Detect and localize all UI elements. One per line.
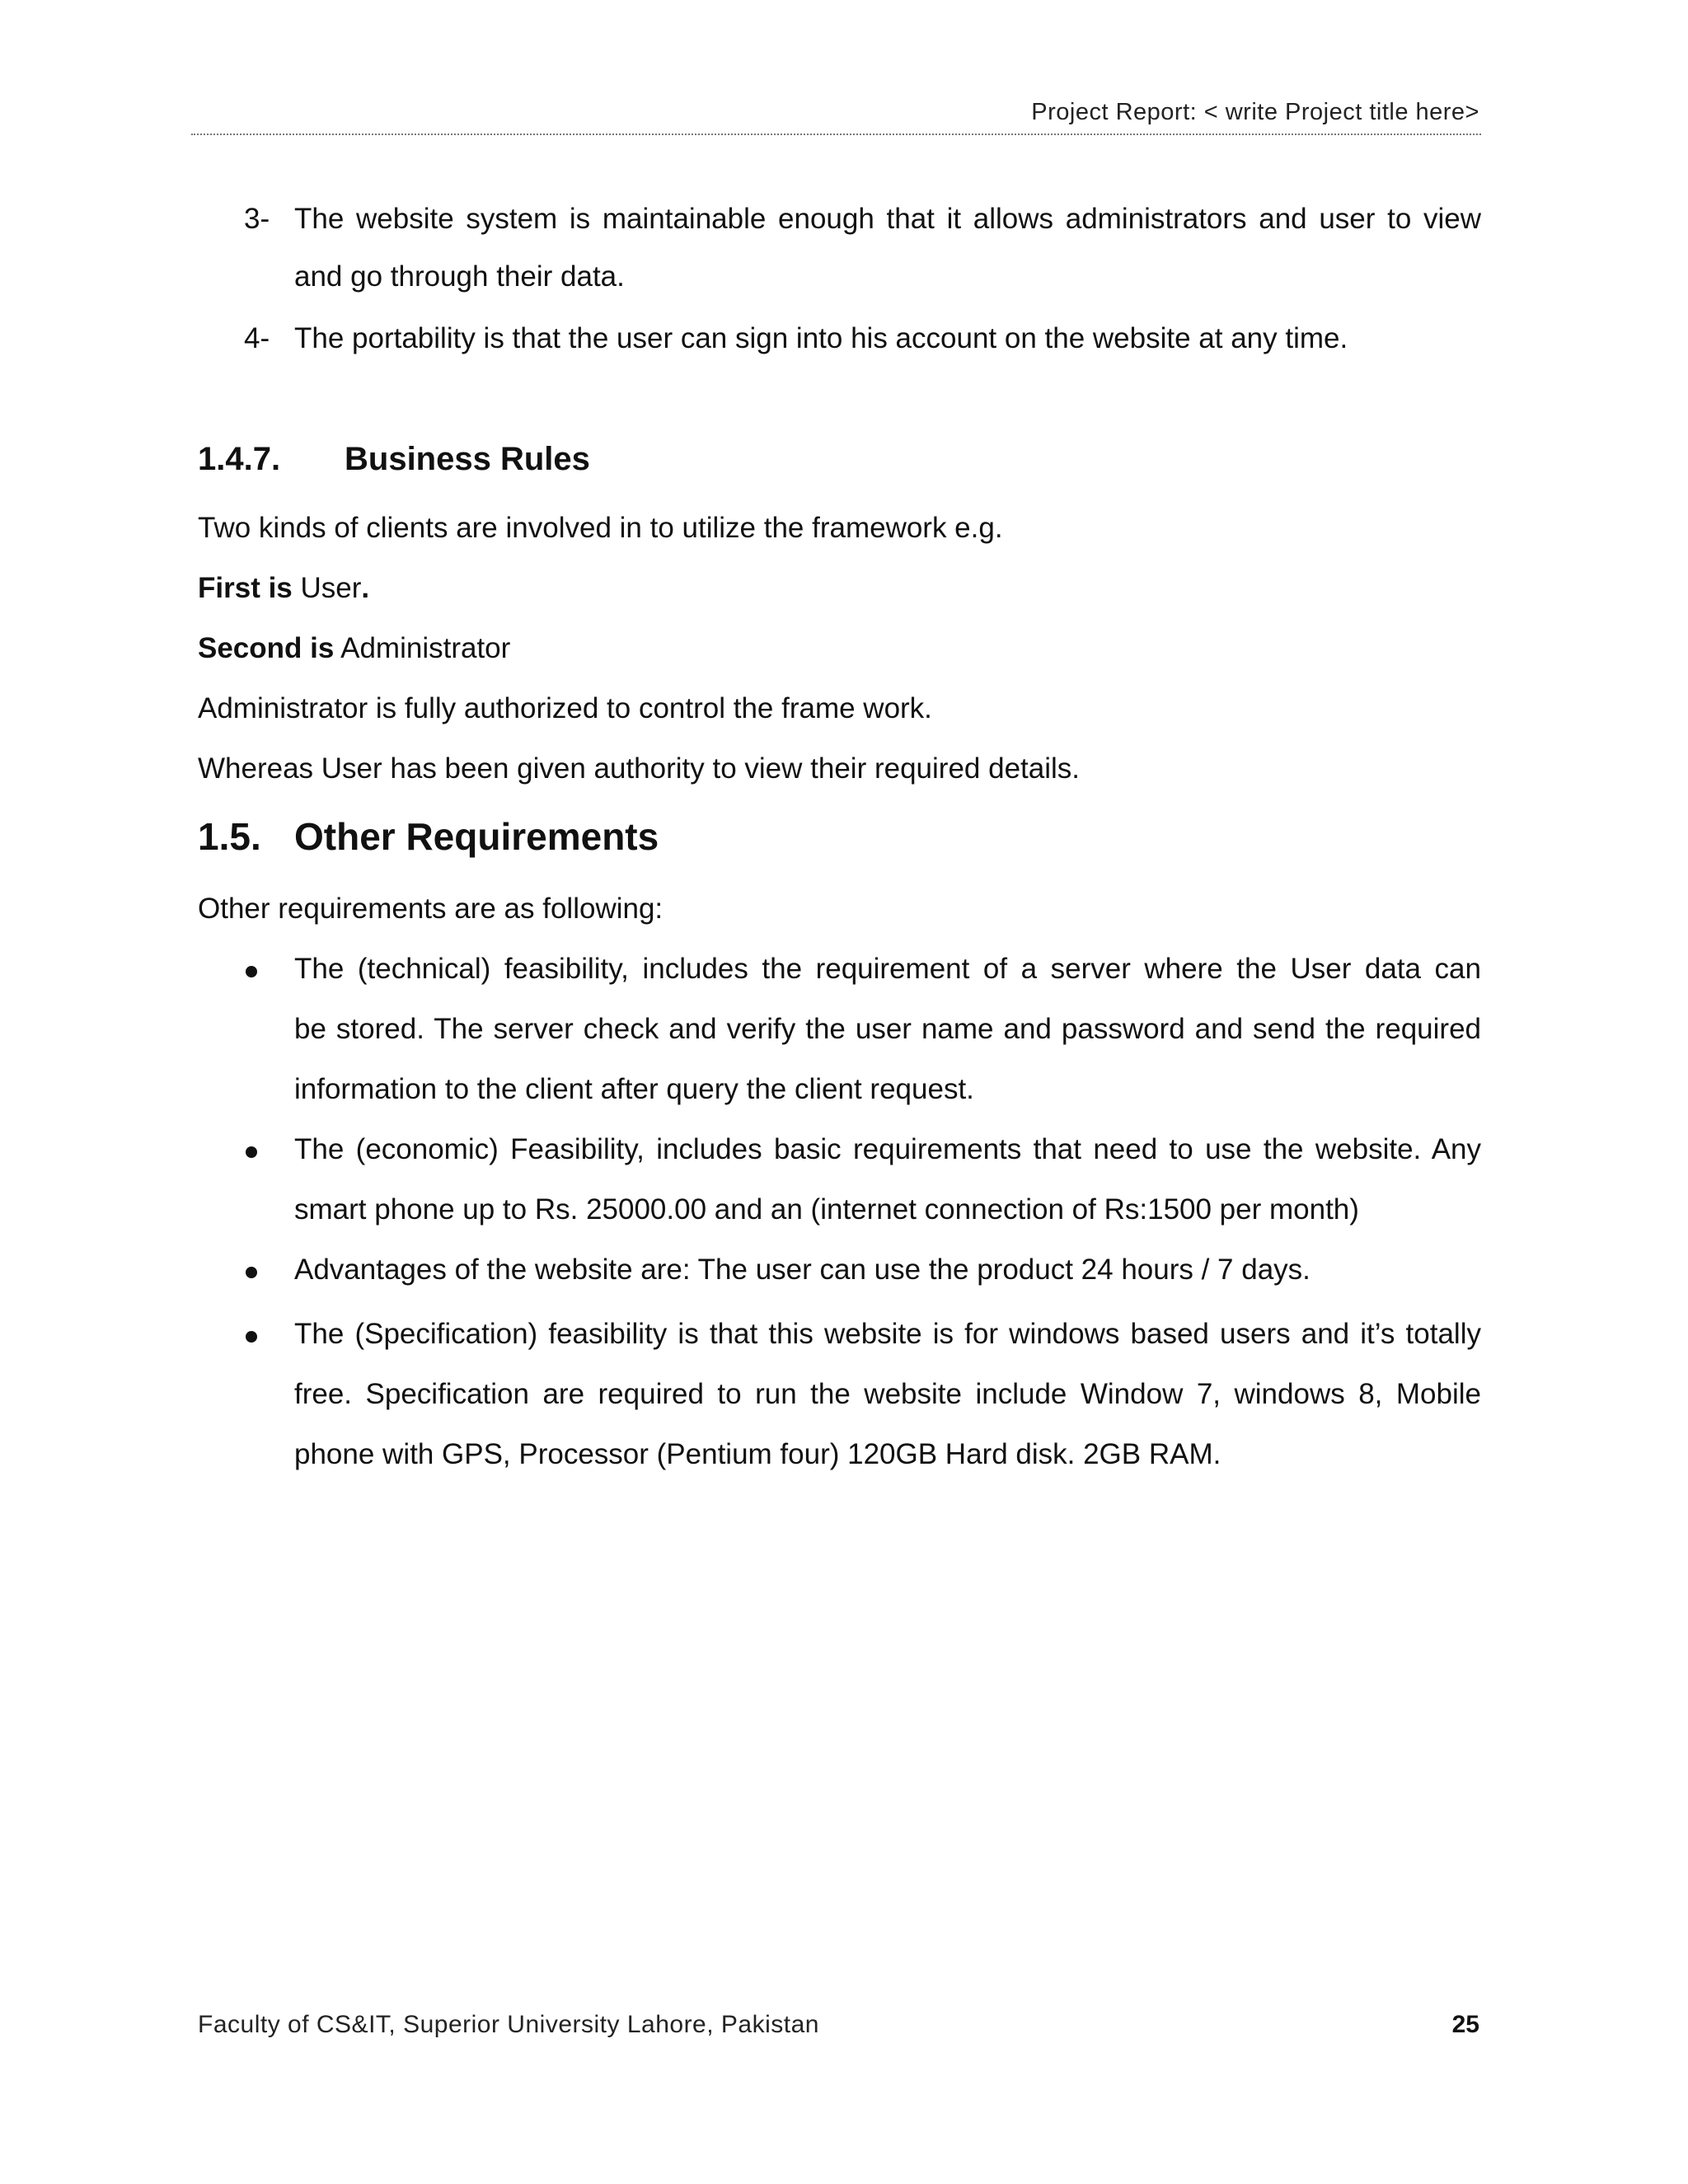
first-client-line [198,570,369,607]
section-heading: Other Requirements [294,815,659,858]
bullet-line: phone with GPS, Processor (Pentium four) 120GB Hard disk. 2GB RAM. [294,1438,1221,1470]
second-label: Second is [198,632,335,664]
paragraph: Other requirements are as following: [198,893,663,925]
item-line: The website system is maintainable enough that it allows administrators and user to view [294,203,1481,235]
second-client-line [198,630,510,667]
bullet-line: Advantages of the website are: The user can use the product 24 hours / 7 days. [294,1254,1311,1286]
paragraph: Administrator is fully authorized to control the frame work. [198,692,932,724]
item-line: The portability is that the user can sign into his account on the website at any time. [294,322,1348,354]
item-line: and go through their data. [294,260,625,293]
section-number: 1.5. [198,815,261,858]
first-label: First is [198,572,293,604]
paragraph: Two kinds of clients are involved in to utilize the framework e.g. [198,512,1003,544]
page-number: 25 [1451,2011,1479,2038]
bullet-line: smart phone up to Rs. 25000.00 and an (internet connection of Rs:1500 per month) [294,1193,1359,1226]
bullet-line: The (technical) feasibility, includes the requirement of a server where the User data can [294,953,1481,985]
bullet-line: information to the client after query the client request. [294,1073,974,1105]
first-value: User [300,572,362,604]
bullet-line: The (economic) Feasibility, includes basic requirements that need to use the website. Any [294,1133,1481,1165]
bullet-icon [246,1331,257,1343]
bullet-icon [246,1146,257,1158]
first-period: . [361,572,370,604]
paragraph: Whereas User has been given authority to view their required details. [198,752,1080,785]
section-heading: Business Rules [345,441,590,477]
bullet-line: be stored. The server check and verify the user name and password and send the required [294,1013,1481,1045]
footer-text: Faculty of CS&IT, Superior University Lahore, Pakistan [198,2011,819,2038]
item-number: 4- [244,322,270,354]
bullet-line: free. Specification are required to run the website include Window 7, windows 8, Mobile [294,1378,1481,1410]
section-number: 1.4.7. [198,441,281,477]
bullet-icon [246,966,257,977]
bullet-icon [246,1267,257,1278]
item-number: 3- [244,203,270,235]
bullet-line: The (Specification) feasibility is that this website is for windows based users and it’s totally [294,1318,1481,1350]
header-rule [191,134,1481,135]
header-title: Project Report: < write Project title here> [1031,99,1479,125]
second-value: Administrator [340,632,511,664]
